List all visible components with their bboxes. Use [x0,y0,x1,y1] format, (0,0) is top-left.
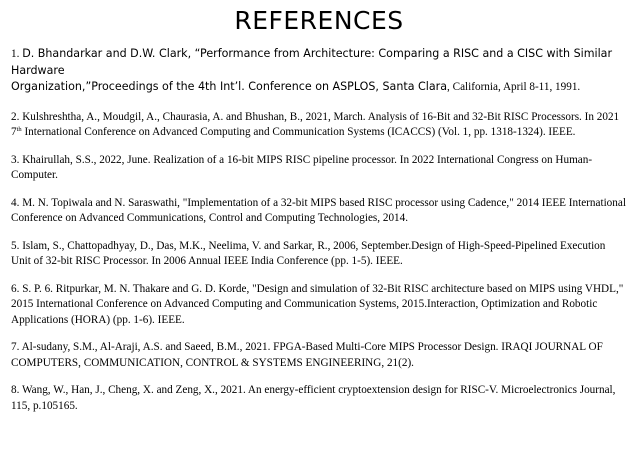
reference-text-line: Hardware [11,63,65,77]
references-list [11,46,627,426]
reference-number: 1. [11,48,20,60]
reference-item-1 [11,46,627,96]
reference-item-4: 4. M. N. Topiwala and N. Saraswathi, "Implementation of a 32-bit MIPS based RISC processor using Cadence," 2014 IEEE International Conference on Advanced Communications, Control and Computing Technologies, 2014. [11,196,626,224]
reference-text-line: , California, April 8-11, 1991. [447,81,581,93]
reference-item-2 [11,110,627,141]
slide-title: REFERENCES [234,6,404,35]
reference-text-line: D. Bhandarkar and D.W. Clark, “Performance from Architecture: Comparing a RISC and a CISC with Similar [22,47,613,60]
reference-text: International Conference on Advanced Computing and Communication Systems (ICACCS) (Vol. 1, pp. 1318-1324). IEEE. [21,126,576,138]
reference-text: 2. Kulshreshtha, A., Moudgil, A., Chaurasia, A. and Bhushan, B., 2021, March. Analysis of 16-Bit and 32-Bit RISC Processors. In 2021 7 [11,110,620,138]
reference-item-6: 6. S. P. 6. Ritpurkar, M. N. Thakare and G. D. Korde, "Design and simulation of 32-Bit RISC architecture based on MIPS using VHDL," 2015 International Conference on Advanced Computing and Communication Systems, 2015.Interaction, Optimization and Robotic Applications (HORA) (pp. 1-6). IEEE. [11,282,624,326]
reference-item-5: 5. Islam, S., Chattopadhyay, D., Das, M.K., Neelima, V. and Sarkar, R., 2006, September.Design of High-Speed-Pipelined Execution Unit of 32-bit RISC Processor. In 2006 Annual IEEE India Conference (pp. 1-5). IEEE. [11,239,606,267]
reference-item-8: 8. Wang, W., Han, J., Cheng, X. and Zeng, X., 2021. An energy-efficient cryptoextension design for RISC-V. Microelectronics Journal, 115, p.105165. [11,384,616,412]
ordinal-superscript: th [16,126,22,133]
reference-text-line: Organization,”Proceedings of the 4th Int’l. Conference on ASPLOS, Santa Clara [11,80,448,93]
reference-item-3: 3. Khairullah, S.S., 2022, June. Realization of a 16-bit MIPS RISC pipeline processor. In 2022 International Congress on Human-Computer. [11,153,593,181]
reference-item-7: 7. Al-sudany, S.M., Al-Araji, A.S. and Saeed, B.M., 2021. FPGA-Based Multi-Core MIPS Processor Design. IRAQI JOURNAL OF COMPUTERS, COMMUNICATION, CONTROL & SYSTEMS ENGINEERING, 21(2). [11,341,603,369]
